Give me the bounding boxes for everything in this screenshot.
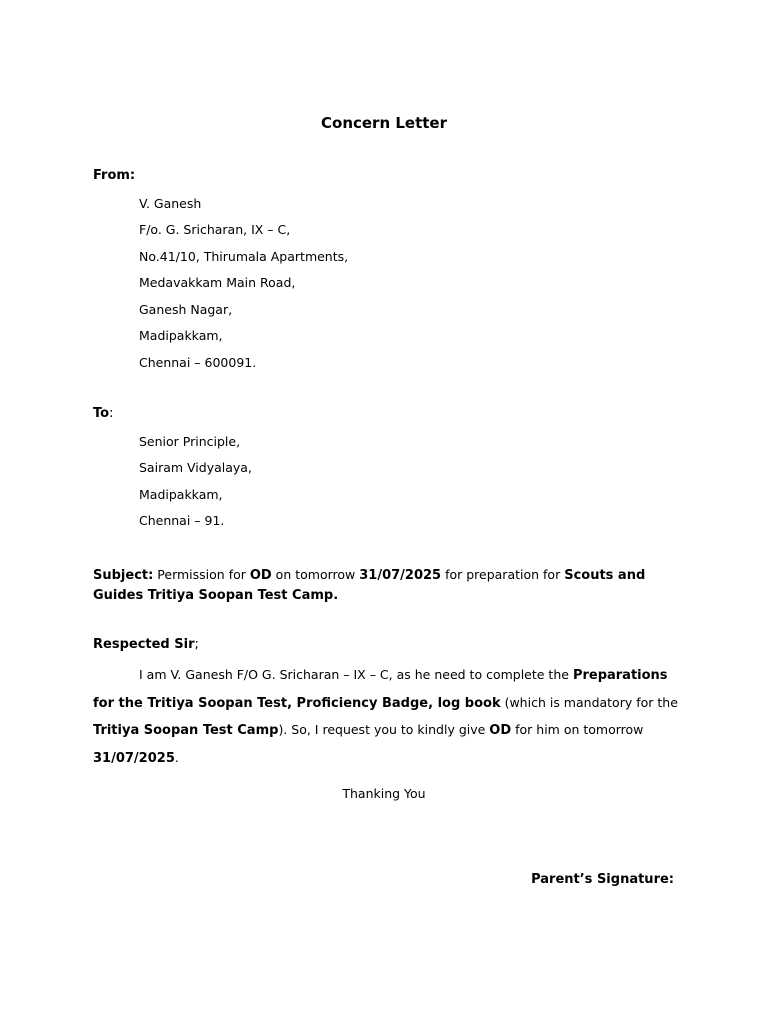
salutation-punct: ; xyxy=(194,637,199,652)
from-line: Ganesh Nagar, xyxy=(139,302,233,317)
from-line: Chennai – 600091. xyxy=(139,355,257,370)
subject-label: Subject: xyxy=(93,568,154,583)
from-line: V. Ganesh xyxy=(139,196,202,211)
subject-text: Permission for xyxy=(153,567,250,582)
subject-date: 31/07/2025 xyxy=(359,568,442,583)
body-text: . xyxy=(174,749,179,765)
body-text: ). So, I request you to kindly give xyxy=(278,722,490,737)
body-text: (which is mandatory for the xyxy=(500,694,678,710)
body-text: I am V. Ganesh F/O G. Sricharan – IX – C, as he need to complete the xyxy=(139,667,573,682)
letter-title: Concern Letter xyxy=(321,114,447,132)
body-emphasis: Tritiya Soopan Test Camp xyxy=(93,723,279,738)
subject-camp: Scouts and Guides Tritiya Soopan Test Camp. xyxy=(93,568,646,603)
subject-od: OD xyxy=(249,568,272,583)
body-emphasis: Preparations for the Tritiya Soopan Test, Proficiency Badge, log book xyxy=(93,668,668,711)
body-emphasis: OD xyxy=(489,723,512,738)
from-line: Medavakkam Main Road, xyxy=(139,275,296,290)
to-line: Chennai – 91. xyxy=(139,513,225,528)
salutation xyxy=(93,637,199,652)
subject-text: for preparation for xyxy=(441,567,565,582)
closing-text: Thanking You xyxy=(342,786,426,801)
signature-label: Parent’s Signature: xyxy=(531,872,674,887)
from-line: F/o. G. Sricharan, IX – C, xyxy=(139,222,291,237)
body-text: for him on tomorrow xyxy=(511,722,644,737)
to-label-text: To xyxy=(93,406,110,421)
to-line: Senior Principle, xyxy=(139,434,241,449)
to-label-colon: : xyxy=(109,406,114,421)
from-line: Madipakkam, xyxy=(139,328,223,343)
to-label xyxy=(93,406,113,421)
subject-paragraph xyxy=(93,565,678,605)
from-label: From: xyxy=(93,168,136,183)
body-emphasis: 31/07/2025 xyxy=(93,750,175,766)
to-line: Sairam Vidyalaya, xyxy=(139,460,252,475)
salutation-text: Respected Sir xyxy=(93,637,195,652)
subject-text: on tomorrow xyxy=(271,567,360,582)
body-paragraph xyxy=(93,662,678,772)
to-line: Madipakkam, xyxy=(139,487,223,502)
from-line: No.41/10, Thirumala Apartments, xyxy=(139,249,349,264)
